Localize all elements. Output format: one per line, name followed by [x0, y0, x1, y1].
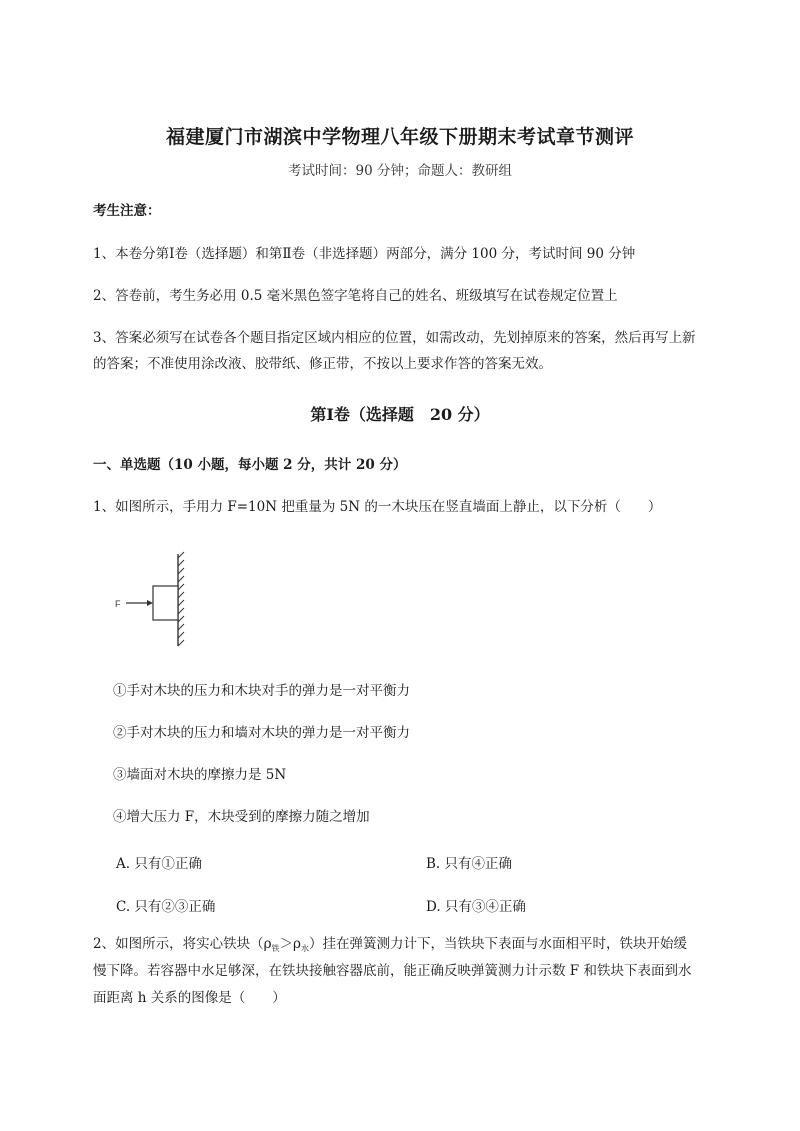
notice-heading: 考生注意：: [93, 203, 161, 219]
q2-text-b: ）挂在弹簧测力计下，当铁块下表面与水面相平时，铁块开始缓: [308, 936, 687, 952]
page-title: 福建厦门市湖滨中学物理八年级下册期末考试章节测评: [165, 126, 634, 148]
q1-statement-2: ②手对木块的压力和墙对木块的弹力是一对平衡力: [113, 725, 410, 741]
q1-option-a[interactable]: A. 只有①正确: [116, 856, 202, 872]
q2-stem-line-1: [93, 932, 687, 961]
section-title: 第Ⅰ卷（选择题 20 分）: [310, 405, 490, 424]
q1-statement-4: ④增大压力 F，木块受到的摩擦力随之增加: [113, 809, 370, 825]
q2-stem-line-2: 慢下降。若容器中水足够深，在铁块接触容器底前，能正确反映弹簧测力计示数 F 和铁块下表面到水: [93, 963, 692, 979]
part-heading: 一、单选题（10 小题，每小题 2 分，共计 20 分）: [93, 457, 407, 473]
force-block-wall-diagram: [112, 550, 192, 650]
notice-item-3: 3、答案必须写在试卷各个题目指定区域内相应的位置，如需改动，先划掉原来的答案，然后再写上新: [93, 330, 696, 346]
q1-statement-1: ①手对木块的压力和木块对手的弹力是一对平衡力: [113, 683, 410, 699]
notice-item-1: 1、本卷分第Ⅰ卷（选择题）和第Ⅱ卷（非选择题）两部分，满分 100 分，考试时间 90 分钟: [93, 246, 636, 262]
q2-text-mid: ＞ρ: [279, 936, 301, 952]
notice-item-3-cont: 的答案；不准使用涂改液、胶带纸、修正带，不按以上要求作答的答案无效。: [93, 356, 552, 372]
q1-figure: [112, 550, 192, 654]
force-label: F: [115, 599, 121, 609]
q1-option-c[interactable]: C. 只有②③正确: [116, 899, 216, 915]
q1-option-d[interactable]: D. 只有③④正确: [426, 899, 526, 915]
q1-statement-3: ③墙面对木块的摩擦力是 5N: [113, 767, 287, 783]
q2-text-a: 2、如图所示，将实心铁块（ρ: [93, 936, 272, 952]
notice-item-2: 2、答卷前，考生务必用 0.5 毫米黑色签字笔将自己的姓名、班级填写在试卷规定位置上: [93, 288, 618, 304]
q1-option-b[interactable]: B. 只有④正确: [426, 856, 513, 872]
exam-info: 考试时间：90 分钟；命题人：教研组: [288, 163, 512, 179]
q2-sub-water: 水: [300, 944, 309, 953]
q2-sub-iron: 铁: [271, 944, 280, 953]
q1-stem: 1、如图所示，手用力 F=10N 把重量为 5N 的一木块压在竖直墙面上静止，以下分析（ ）: [93, 499, 662, 515]
q2-stem-line-3: 面距离 h 关系的图像是（ ）: [93, 990, 286, 1006]
